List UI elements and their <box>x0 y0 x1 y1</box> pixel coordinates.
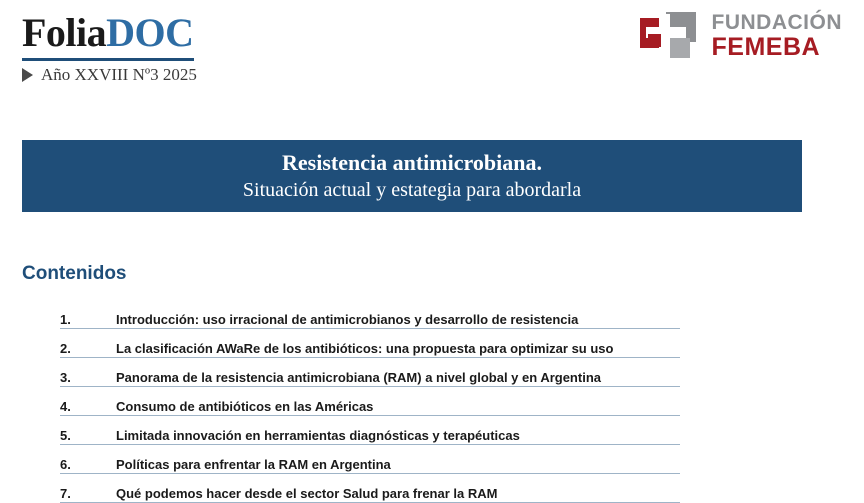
publication-logo <box>22 10 194 61</box>
toc-item[interactable] <box>60 445 680 474</box>
toc-item-number: 7. <box>60 486 71 501</box>
toc-item-number: 4. <box>60 399 71 414</box>
toc-item-number: 3. <box>60 370 71 385</box>
toc-item-number: 2. <box>60 341 71 356</box>
issue-text: Año XXVIII Nº3 2025 <box>41 65 197 84</box>
table-of-contents <box>60 300 680 503</box>
toc-item-label: Introducción: uso irracional de antimicrobianos y desarrollo de resistencia <box>116 312 579 327</box>
toc-item-label: Qué podemos hacer desde el sector Salud para frenar la RAM <box>116 486 498 501</box>
toc-item-label: Limitada innovación en herramientas diagnósticas y terapéuticas <box>116 428 520 443</box>
triangle-right-icon <box>22 68 33 82</box>
toc-item[interactable] <box>60 416 680 445</box>
toc-item-number: 1. <box>60 312 71 327</box>
logo-square-gray-small <box>670 38 690 58</box>
publication-logo-doc: DOC <box>106 10 194 55</box>
toc-item[interactable] <box>60 329 680 358</box>
issue-line <box>22 65 197 85</box>
title-banner <box>22 140 802 212</box>
toc-item-label: Consumo de antibióticos en las Américas <box>116 399 374 414</box>
banner-subtitle: Situación actual y estategia para abordarla <box>242 179 582 201</box>
femeba-wordmark-line2: FEMEBA <box>711 33 821 61</box>
contents-heading: Contenidos <box>22 263 127 284</box>
toc-item-label: Panorama de la resistencia antimicrobiana (RAM) a nivel global y en Argentina <box>116 370 601 385</box>
fundacion-femeba-logo <box>640 12 843 60</box>
toc-item[interactable] <box>60 300 680 329</box>
banner-title: Resistencia antimicrobiana. <box>282 150 542 175</box>
publication-logo-folia: Folia <box>22 10 107 55</box>
toc-item[interactable] <box>60 358 680 387</box>
toc-item-number: 5. <box>60 428 71 443</box>
femeba-wordmark <box>712 12 843 60</box>
toc-item-label: Políticas para enfrentar la RAM en Argentina <box>116 457 391 472</box>
toc-item[interactable] <box>60 474 680 503</box>
femeba-cross-icon <box>640 12 704 60</box>
toc-item-label: La clasificación AWaRe de los antibióticos: una propuesta para optimizar su uso <box>116 341 614 356</box>
toc-item[interactable] <box>60 387 680 416</box>
toc-item-number: 6. <box>60 457 71 472</box>
logo-square-red-small <box>648 34 661 47</box>
femeba-wordmark-line1: FUNDACIÓN <box>711 11 842 34</box>
